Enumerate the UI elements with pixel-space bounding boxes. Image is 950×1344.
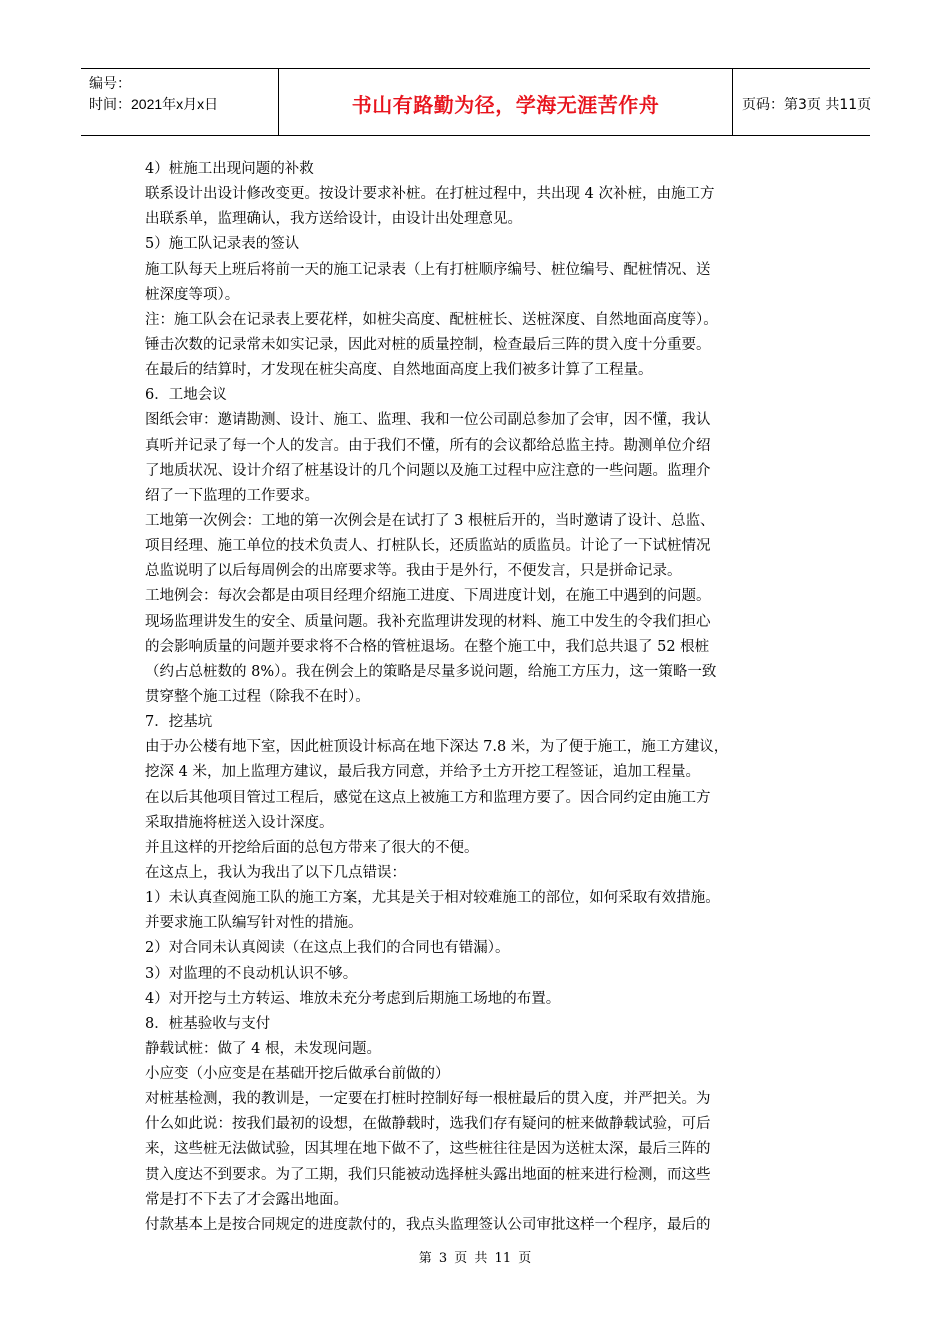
- body-text-line: 锤击次数的记录常未如实记录，因此对桩的质量控制，检查最后三阵的贯入度十分重要。: [145, 336, 711, 353]
- body-text-line: 由于办公楼有地下室，因此桩顶设计标高在地下深达 7.8 米，为了便于施工，施工方建议，: [145, 739, 729, 756]
- body-text-line: 静载试桩：做了 4 根，未发现问题。: [145, 1040, 381, 1057]
- body-text-line: 绍了一下监理的工作要求。: [145, 487, 319, 504]
- body-text-line: 了地质状况、设计介绍了桩基设计的几个问题以及施工过程中应注意的一些问题。监理介: [145, 462, 711, 479]
- body-text-line: 6．工地会议: [145, 387, 227, 404]
- body-text-line: 1）未认真查阅施工队的施工方案，尤其是关于相对较难施工的部位，如何采取有效措施。: [145, 890, 720, 907]
- body-text-line: 2）对合同未认真阅读（在这点上我们的合同也有错漏）。: [145, 940, 510, 957]
- body-text-line: 图纸会审：邀请勘测、设计、施工、监理、我和一位公司副总参加了会审，因不懂，我认: [145, 412, 711, 429]
- body-text-line: 项目经理、施工单位的技术负责人、打桩队长，还质监站的质监员。计论了一下试桩情况: [145, 538, 711, 555]
- body-text-line: 施工队每天上班后将前一天的施工记录表（上有打桩顺序编号、桩位编号、配桩情况、送: [145, 261, 711, 278]
- body-text-line: 8．桩基验收与支付: [145, 1015, 271, 1032]
- body-text-line: 贯穿整个施工过程（除我不在时）。: [145, 688, 370, 705]
- body-text-line: 4）桩施工出现问题的补救: [145, 161, 314, 177]
- document-number-label: 编号：: [89, 75, 131, 91]
- body-text-line: 工地第一次例会：工地的第一次例会是在试打了 3 根桩后开的，当时邀请了设计、总监、: [145, 512, 715, 529]
- body-text-line: （约占总桩数的 8%）。我在例会上的策略是尽量多说问题，给施工方压力，这一策略一致: [145, 663, 717, 680]
- header-motto: 书山有路勤为径，学海无涯苦作舟: [351, 93, 660, 117]
- body-text-line: 现场监理讲发生的安全、质量问题。我补充监理讲发现的材料、施工中发生的令我们担心: [145, 613, 711, 630]
- body-text-line: 注：施工队会在记录表上要花样，如桩尖高度、配桩桩长、送桩深度、自然地面高度等）。: [145, 311, 718, 328]
- body-text-line: 并要求施工队编写针对性的措施。: [145, 915, 363, 932]
- body-text-line: 桩深度等项）。: [145, 286, 240, 303]
- body-text-line: 3）对监理的不良动机认识不够。: [145, 965, 358, 982]
- body-text-line: 在这点上，我认为我出了以下几点错误：: [145, 864, 406, 881]
- body-text-line: 4）对开挖与土方转运、堆放未充分考虑到后期施工场地的布置。: [145, 990, 561, 1007]
- body-text-line: 联系设计出设计修改变更。按设计要求补桩。在打桩过程中，共出现 4 次补桩，由施工方: [145, 186, 715, 203]
- body-text-line: 出联系单，监理确认，我方送给设计，由设计出处理意见。: [145, 211, 522, 228]
- body-text-line: 采取措施将桩送入设计深度。: [145, 814, 334, 831]
- body-text-line: 贯入度达不到要求。为了工期，我们只能被动选择桩头露出地面的桩来进行检测，而这些: [145, 1166, 711, 1183]
- document-date-label: 时间：2021年x月x日: [89, 96, 219, 112]
- header-page-cell: [733, 69, 870, 135]
- body-text-line: 什么如此说：按我们最初的设想，在做静载时，选我们存有疑问的桩来做静载试验，可后: [145, 1116, 711, 1133]
- body-text-line: 对桩基检测，我的教训是，一定要在打桩时控制好每一根桩最后的贯入度，并严把关。为: [145, 1091, 711, 1108]
- body-text-line: 的会影响质量的问题并要求将不合格的管桩退场。在整个施工中，我们总共退了 52 根桩: [145, 638, 710, 655]
- body-text-line: 真听并记录了每一个人的发言。由于我们不懂，所有的会议都给总监主持。勘测单位介绍: [145, 437, 711, 454]
- body-text-line: 在以后其他项目管过工程后，感觉在这点上被施工方和监理方要了。因合同约定由施工方: [145, 789, 711, 806]
- header-page-number: 页码：第3页 共11页: [742, 97, 872, 113]
- body-text-line: 常是打不下去了才会露出地面。: [145, 1191, 348, 1208]
- header-info-cell: [81, 69, 278, 135]
- body-text-line: 付款基本上是按合同规定的进度款付的，我点头监理签认公司审批这样一个程序，最后的: [145, 1216, 711, 1233]
- body-text-line: 总监说明了以后每周例会的出席要求等。我由于是外行，不便发言，只是拼命记录。: [145, 563, 682, 580]
- body-text-line: 5）施工队记录表的签认: [145, 236, 300, 253]
- body-text-line: 工地例会：每次会都是由项目经理介绍施工进度、下周进度计划，在施工中遇到的问题。: [145, 588, 711, 605]
- page-header: [81, 68, 870, 136]
- body-text-line: 并且这样的开挖给后面的总包方带来了很大的不便。: [145, 839, 479, 856]
- page-footer: 第 3 页 共 11 页: [418, 1251, 532, 1266]
- body-text-line: 小应变（小应变是在基础开挖后做承台前做的）: [145, 1066, 450, 1083]
- body-text-line: 挖深 4 米，加上监理方建议，最后我方同意，并给予土方开挖工程签证，追加工程量。: [145, 764, 700, 781]
- document-body: [145, 157, 825, 1238]
- body-text-line: 7．挖基坑: [145, 714, 213, 731]
- body-text-line: 来，这些桩无法做试验，因其埋在地下做不了，这些桩往往是因为送桩太深，最后三阵的: [145, 1141, 711, 1158]
- body-text-line: 在最后的结算时，才发现在桩尖高度、自然地面高度上我们被多计算了工程量。: [145, 362, 653, 379]
- header-motto-cell: [278, 69, 733, 135]
